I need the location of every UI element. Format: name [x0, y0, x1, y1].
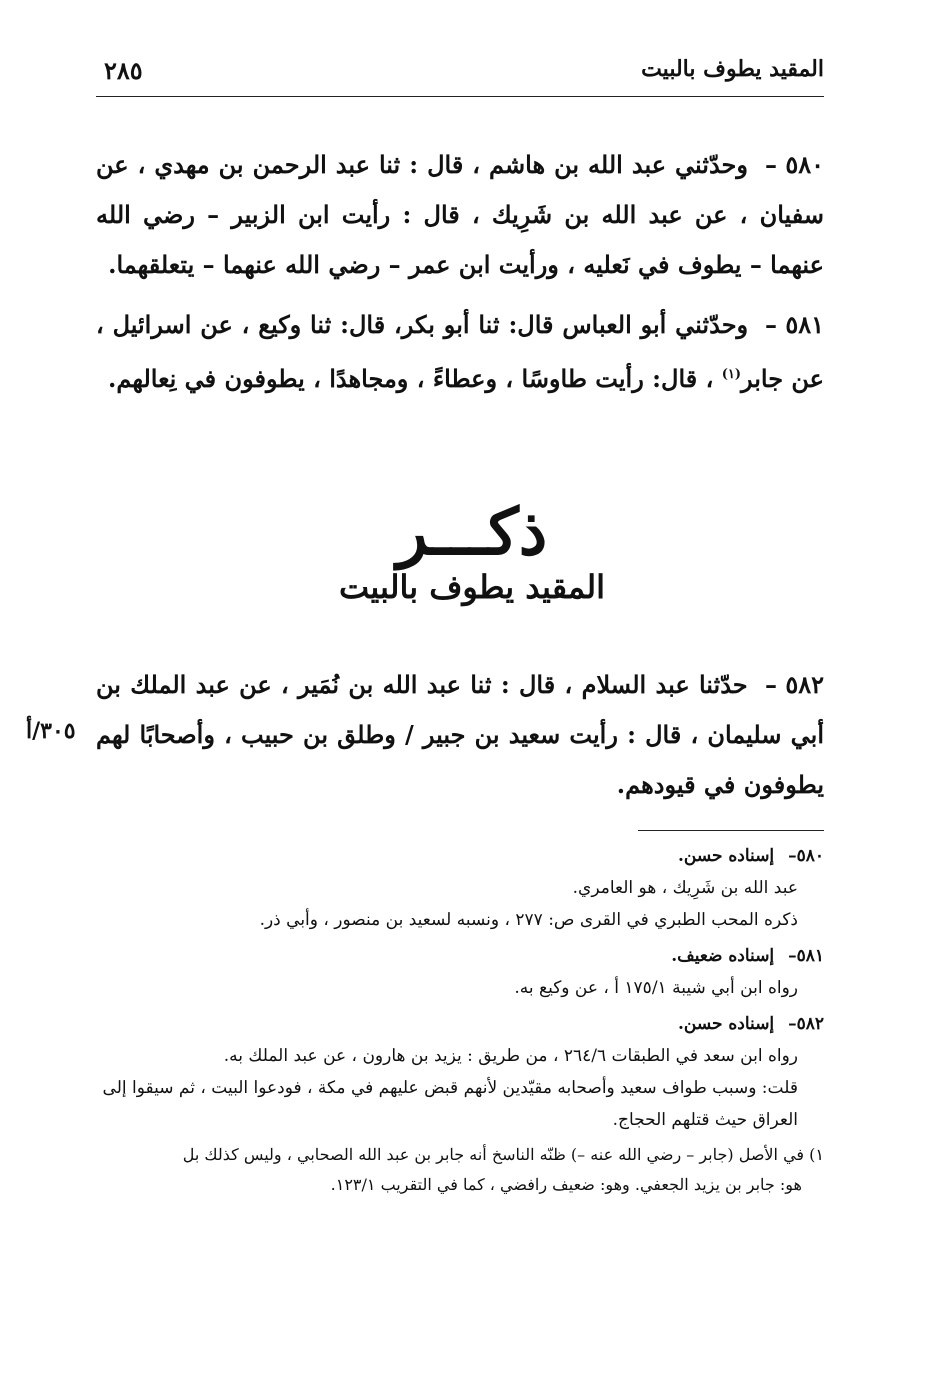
footnote-grade: إسناده حسن.: [677, 1014, 775, 1034]
page-number: ٢٨٥: [104, 56, 143, 85]
footnote-grade: إسناده حسن.: [677, 846, 775, 866]
footnote-582-line-2: قلت: وسبب طواف سعيد وأصحابه مقيّدين لأنهم قبض عليهم في مكة ، فودعوا البيت ، ثم سيقوا إلى العراق حيث قتلهم الحجاج.: [102, 1078, 798, 1130]
footnote-1-line-1: ١) في الأصل (جابر – رضي الله عنه –) ظنّه الناسخ أنه جابر بن عبد الله الصحابي ، وليس كذلك بل: [182, 1145, 824, 1164]
footnote-581-heading: [100, 940, 824, 972]
footnote-grade: إسناده ضعيف.: [671, 946, 775, 966]
footnote-number: ٥٨٢–: [788, 1014, 824, 1034]
hadith-number: ٥٨٢ –: [764, 670, 824, 699]
footnote-580-line-2: ذكره المحب الطبري في القرى ص: ٢٧٧ ، ونسبه لسعيد بن منصور ، وأبي ذر.: [259, 910, 798, 930]
footnotes: [100, 840, 824, 1200]
footnote-marker: (١): [721, 367, 741, 382]
hadith-text: وحدّثني أبو العباس قال: ثنا أبو بكر، قال: ثنا وكيع ، عن اسرائيل ، عن جابر: [96, 310, 824, 393]
footnote-582-heading: [100, 1008, 824, 1040]
manuscript-folio-reference: ٣٠٥/أ: [26, 718, 76, 744]
hadith-582: [96, 660, 824, 810]
footnote-rule: [638, 830, 824, 831]
running-title: المقيد يطوف بالبيت: [641, 56, 824, 82]
hadith-text: حدّثنا عبد السلام ، قال : ثنا عبد الله بن نُمَير ، عن عبد الملك بن أبي سليمان ، قال : رأيت سعيد بن جبير / وطلق بن حبيب ، وأصحابًا لهم يطوفون في قيودهم.: [96, 670, 824, 799]
hadith-text-continued: ، قال: رأيت طاوسًا ، وعطاءً ، ومجاهدًا ، يطوفون في نِعالهم.: [108, 364, 722, 393]
hadith-number: ٥٨٠ –: [764, 150, 825, 179]
page-header: [96, 56, 824, 94]
footnote-582-line-1: رواه ابن سعد في الطبقات ٢٦٤/٦ ، من طريق : يزيد بن هارون ، عن عبد الملك به.: [223, 1046, 798, 1066]
hadith-number: ٥٨١ –: [764, 310, 824, 339]
hadith-block-2: [96, 660, 824, 820]
hadith-text: وحدّثني عبد الله بن هاشم ، قال : ثنا عبد الرحمن بن مهدي ، عن سفيان ، عن عبد الله بن شَرِيك ، قال : رأيت ابن الزبير – رضي الله عنهما – يطوف في نَعليه ، ورأيت ابن عمر – رضي الله عنهما – يتعلقهما.: [96, 150, 825, 279]
hadith-580: [96, 140, 824, 290]
header-rule: [96, 96, 824, 97]
footnote-1-line-2: هو: جابر بن يزيد الجعفي. وهو: ضعيف رافضي ، كما في التقريب ١٢٣/١.: [330, 1175, 802, 1194]
footnote-580-line-1: عبد الله بن شَرِيك ، هو العامري.: [572, 878, 798, 898]
hadith-581: [96, 300, 824, 404]
footnote-581-line-1: رواه ابن أبي شيبة ١٧٥/١ أ ، عن وكيع به.: [514, 978, 798, 998]
section-ornament: ذكـــر: [396, 495, 548, 570]
footnote-number: ٥٨٠–: [788, 846, 824, 866]
footnote-580-heading: [100, 840, 824, 872]
section-title: المقيد يطوف بالبيت: [338, 568, 606, 606]
hadith-block-1: [96, 140, 824, 414]
footnote-number: ٥٨١–: [788, 946, 824, 966]
